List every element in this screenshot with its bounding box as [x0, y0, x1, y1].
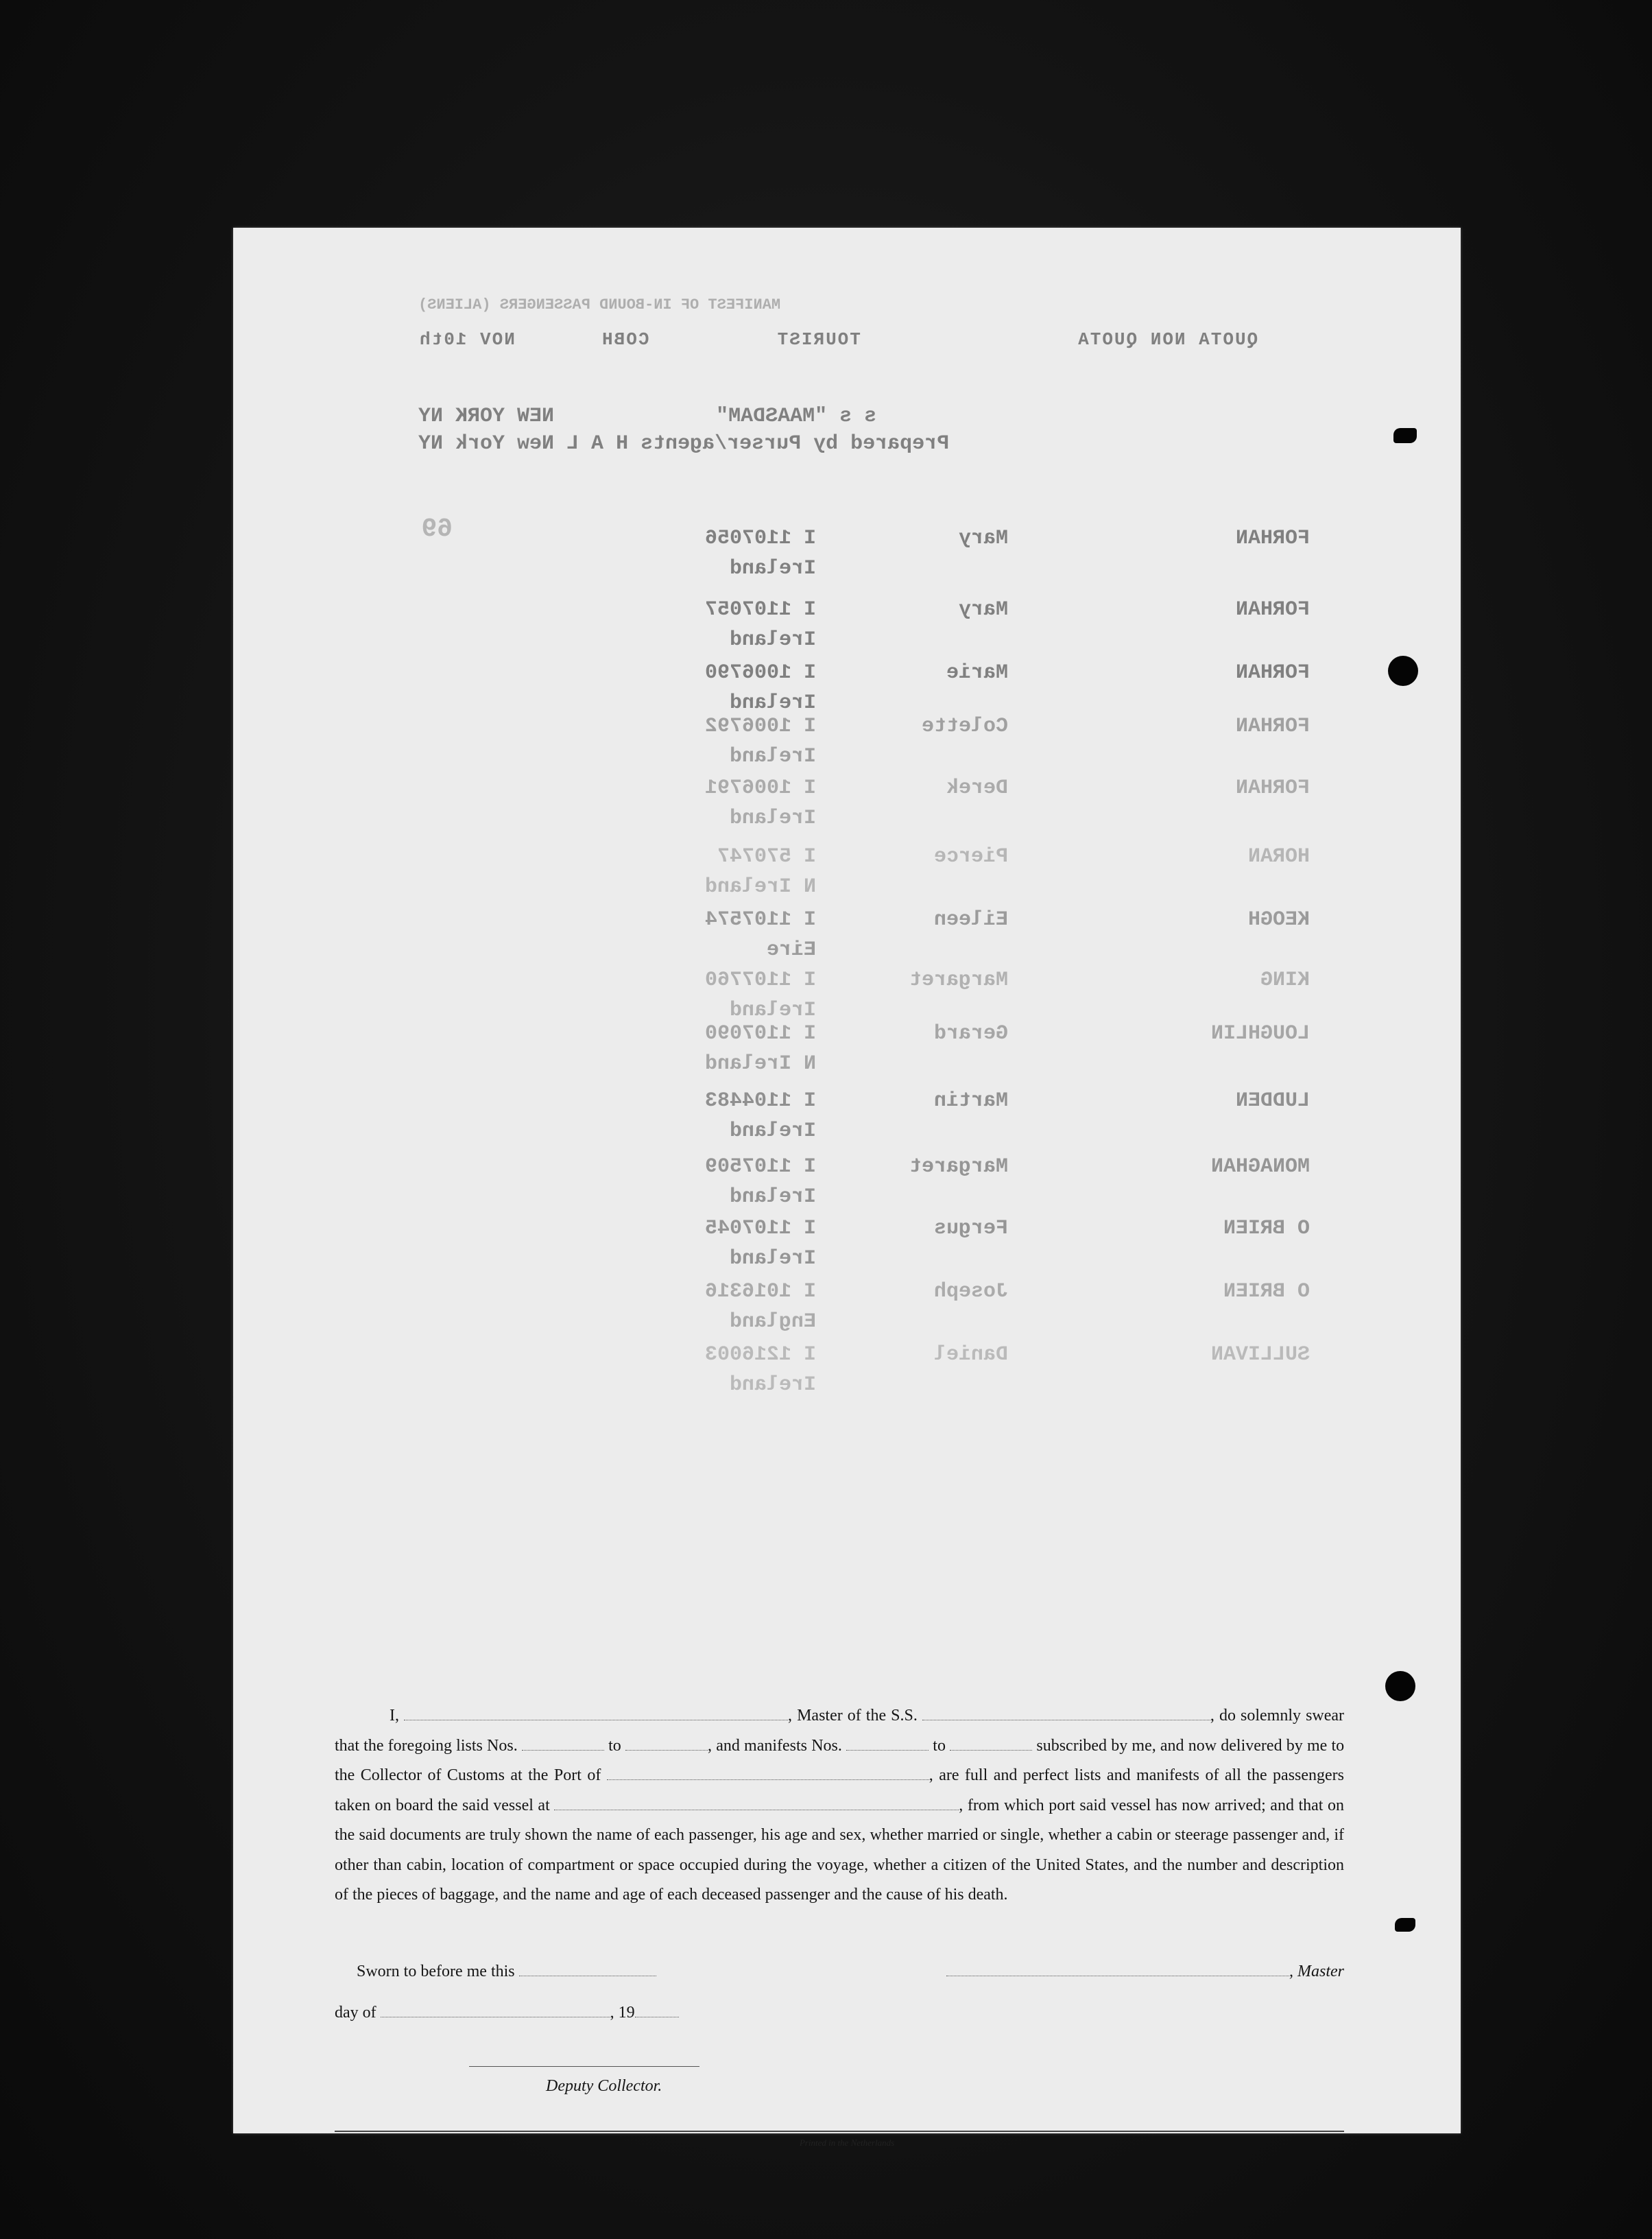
deputy-signature-line[interactable] — [469, 2066, 699, 2067]
sworn-line — [335, 1960, 1344, 1991]
ghost-row: FORHAN Mary I 1107056 Ireland — [704, 527, 1310, 580]
oath-rest: port said vessel has now arrived; and that on the said documents are truly shown the name of each passenger, his age and sex, whether married or single, whether a cabin or steerage passenger and, if other than cabin, location of compartment or space occupied during the voyage, whether a citizen of the United States, and the number and description of the pieces of baggage, and the name and age of each deceased passenger and the cause of his death. — [335, 1796, 1345, 1904]
oath-delivered: delivered by me to the Collector of Customs at the Port of — [335, 1736, 1345, 1784]
ghost-manifest-title: MANIFEST OF IN-BOUND PASSENGERS (ALIENS) — [418, 296, 781, 313]
manifest-sheet — [233, 228, 1461, 2148]
port-of-arrival-blank[interactable] — [607, 1764, 929, 1780]
sworn-date-blank[interactable] — [519, 1960, 656, 1976]
ghost-row: LOUGHLIN Gerard I 1107090 N Ireland — [704, 1022, 1310, 1076]
sworn-right — [946, 1960, 1344, 1981]
master-oath-paragraph — [335, 1701, 1344, 1910]
punch-hole — [1385, 1671, 1415, 1701]
oath-to-2: to — [933, 1736, 946, 1755]
ghost-row: O BRIEN Joseph I 1016316 England — [704, 1280, 1310, 1334]
oath-i: I, — [390, 1707, 399, 1725]
oath-subscribed: subscribed by me, and now — [1036, 1736, 1217, 1755]
ghost-row: KING Margaret I 1107760 Ireland — [704, 969, 1310, 1022]
sworn-label: Sworn to before me this — [357, 1963, 515, 1980]
ghost-row: LUDDEN Martin I 1104483 Ireland — [704, 1089, 1310, 1143]
printed-in-label: Printed in the Netherlands — [799, 2137, 895, 2148]
oath-do-solemnly: , do solemnly — [1210, 1707, 1302, 1725]
master-name-blank[interactable] — [404, 1705, 788, 1720]
oath-manifests-all: manifests of all the passengers taken on board the said vessel at — [335, 1766, 1345, 1814]
ghost-header-line: QUOTA NON QUOTA TOURIST COBH NOV 10th — [418, 329, 1258, 350]
ghost-page-stamp: 69 — [421, 514, 453, 544]
ghost-row: O BRIEN Fergus I 1107045 Ireland — [704, 1217, 1310, 1270]
manifests-from-blank[interactable] — [846, 1735, 929, 1751]
ghost-row: MONAGHAN Margaret I 1107509 Ireland — [704, 1155, 1310, 1209]
year-blank[interactable] — [635, 2002, 679, 2017]
oath-full: , are full and perfect lists and — [929, 1766, 1131, 1784]
oath-swear: swear that the foregoing lists Nos. — [335, 1707, 1345, 1755]
deputy-collector-label: Deputy Collector. — [546, 2077, 662, 2095]
reverse-side-show-through — [233, 228, 1461, 1531]
ghost-prepared-line: Prepared by Purser/agents H A L New York NY — [418, 432, 950, 455]
year-prefix: , 19 — [610, 2004, 635, 2022]
manifests-to-blank[interactable] — [950, 1735, 1032, 1751]
footer-rule — [335, 2131, 1344, 2132]
edge-tear-mark — [1393, 428, 1417, 443]
day-of-label: day of — [335, 2004, 376, 2022]
ghost-row: FORHAN Mary I 1107057 Ireland — [704, 598, 1310, 652]
ghost-row: FORHAN Derek I 1006791 Ireland — [704, 777, 1310, 830]
ghost-row: FORHAN Marie I 1006790 Ireland — [704, 661, 1310, 715]
oath-to-1: to — [608, 1736, 621, 1755]
month-blank[interactable] — [381, 2002, 610, 2017]
lists-from-blank[interactable] — [522, 1735, 604, 1751]
ghost-row: FORHAN Colette I 1006792 Ireland — [704, 715, 1310, 768]
port-of-departure-blank[interactable] — [554, 1794, 959, 1810]
day-of-line — [335, 2002, 679, 2022]
punch-hole — [1388, 656, 1418, 686]
ship-name-blank[interactable] — [922, 1705, 1210, 1720]
ghost-row: KEOGH Eileen I 1107574 Eire — [704, 908, 1310, 962]
master-signature-blank[interactable] — [946, 1960, 1289, 1976]
oath-from-which: , from which — [959, 1796, 1044, 1814]
master-label: , Master — [1289, 1963, 1344, 1980]
oath-manifests: , and manifests Nos. — [708, 1736, 842, 1755]
sworn-left — [357, 1960, 656, 1981]
edge-tear-mark — [1395, 1918, 1415, 1932]
ghost-row: HORAN Pierce I 570747 N Ireland — [704, 845, 1310, 899]
ghost-ship-line: s s "MAASDAM" NEW YORK NY — [418, 405, 877, 428]
ghost-row: SULLIVAN Daniel I 1216003 Ireland — [704, 1343, 1310, 1397]
lists-to-blank[interactable] — [625, 1735, 708, 1751]
oath-master-of: , Master of the S.S. — [788, 1707, 918, 1725]
